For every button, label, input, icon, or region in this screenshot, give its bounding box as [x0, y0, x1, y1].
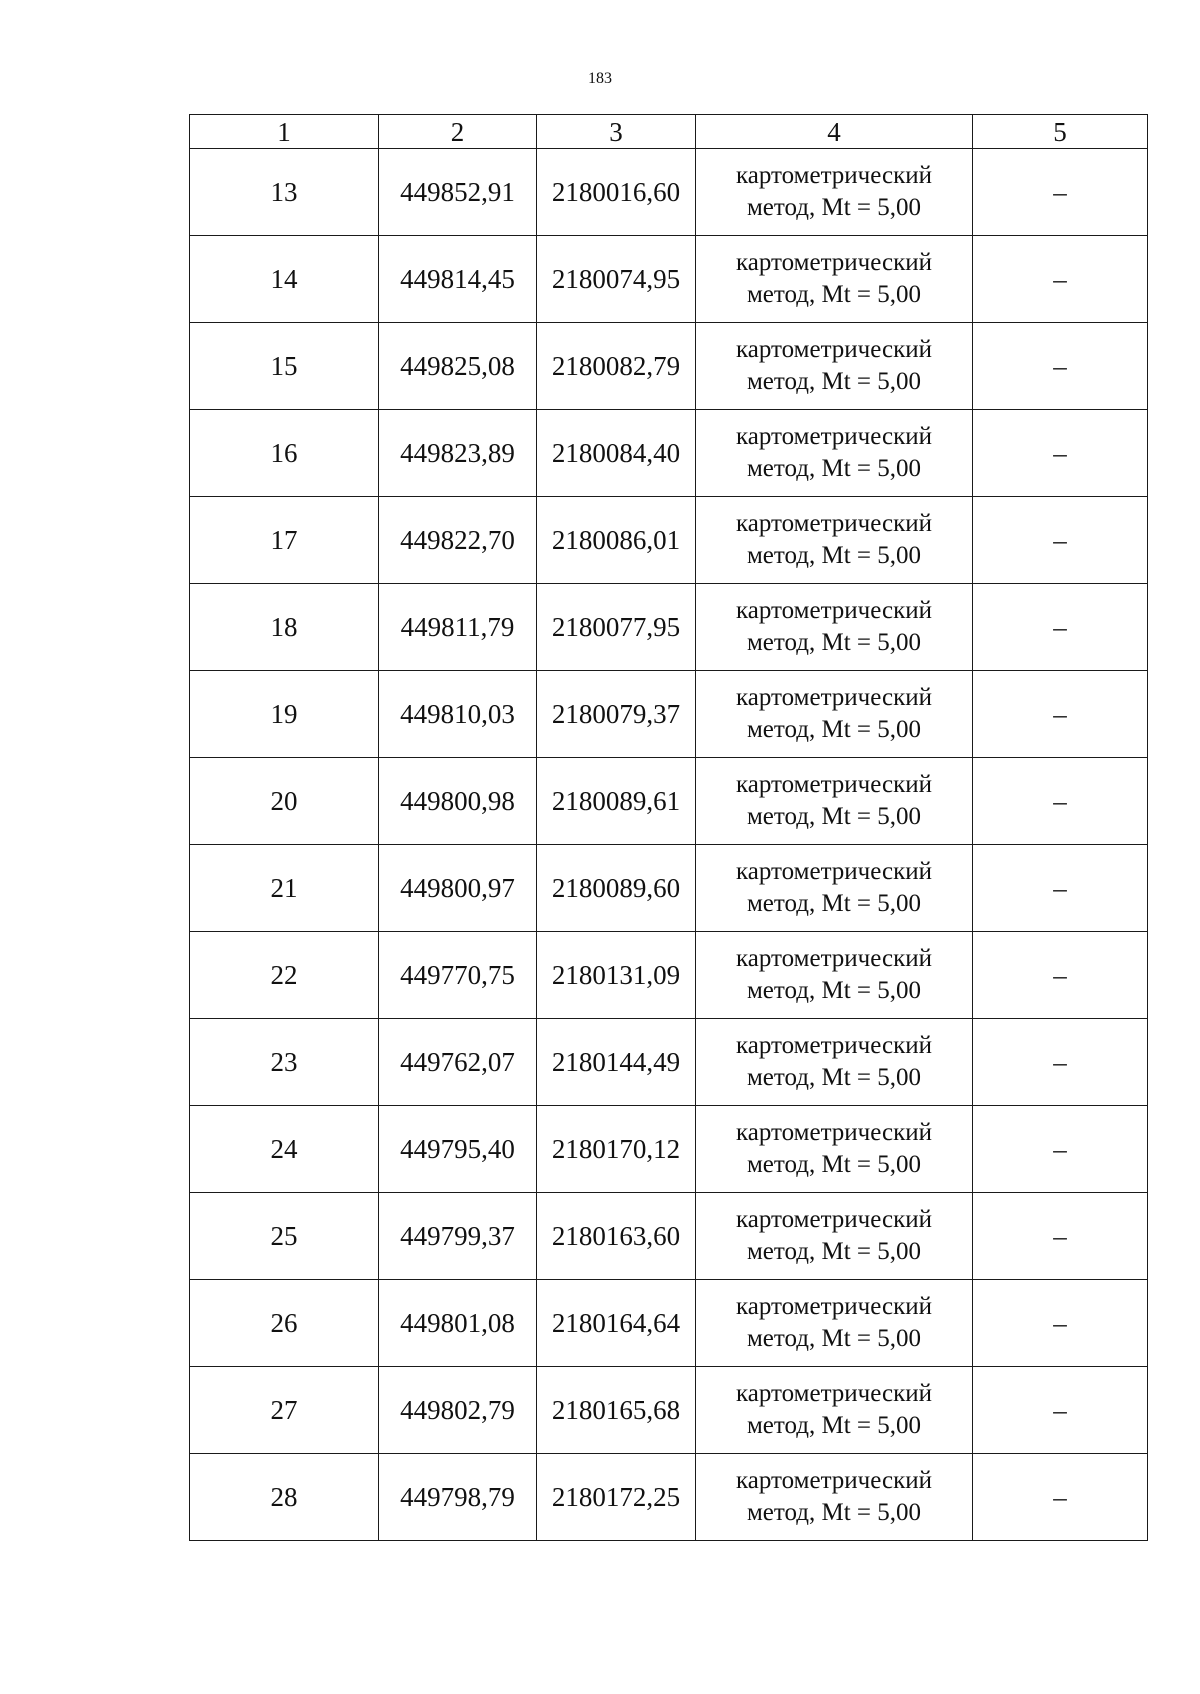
point-number-cell: 18 — [190, 584, 379, 671]
y-coordinate-cell: 2180164,64 — [537, 1280, 696, 1367]
method-accuracy: метод, Mt = 5,00 — [746, 455, 922, 482]
header-col-4: 4 — [696, 115, 973, 149]
method-name: картометрический — [736, 858, 932, 885]
table-row — [190, 323, 1148, 410]
x-coordinate-cell: 449800,98 — [379, 758, 537, 845]
x-coordinate-cell: 449795,40 — [379, 1106, 537, 1193]
point-number-cell: 28 — [190, 1454, 379, 1541]
page-number: 183 — [588, 70, 612, 87]
y-coordinate-cell: 2180086,01 — [537, 497, 696, 584]
method-accuracy: метод, Mt = 5,00 — [746, 716, 922, 743]
x-coordinate-cell: 449770,75 — [379, 932, 537, 1019]
method-cell — [696, 932, 973, 1019]
y-coordinate-cell: 2180079,37 — [537, 671, 696, 758]
point-number-cell: 13 — [190, 149, 379, 236]
note-cell: – — [973, 1019, 1148, 1106]
method-cell — [696, 758, 973, 845]
y-coordinate-cell: 2180144,49 — [537, 1019, 696, 1106]
method-cell — [696, 1454, 973, 1541]
method-cell — [696, 410, 973, 497]
table-row — [190, 584, 1148, 671]
note-cell: – — [973, 497, 1148, 584]
note-cell: – — [973, 758, 1148, 845]
method-name: картометрический — [736, 1206, 932, 1233]
table-row — [190, 236, 1148, 323]
table-row — [190, 410, 1148, 497]
method-accuracy: метод, Mt = 5,00 — [746, 368, 922, 395]
method-name: картометрический — [736, 336, 932, 363]
point-number-cell: 14 — [190, 236, 379, 323]
note-cell: – — [973, 845, 1148, 932]
method-name: картометрический — [736, 945, 932, 972]
method-name: картометрический — [736, 249, 932, 276]
note-cell: – — [973, 1367, 1148, 1454]
method-cell — [696, 497, 973, 584]
y-coordinate-cell: 2180165,68 — [537, 1367, 696, 1454]
y-coordinate-cell: 2180170,12 — [537, 1106, 696, 1193]
x-coordinate-cell: 449801,08 — [379, 1280, 537, 1367]
y-coordinate-cell: 2180016,60 — [537, 149, 696, 236]
point-number-cell: 19 — [190, 671, 379, 758]
method-accuracy: метод, Mt = 5,00 — [746, 1325, 922, 1352]
method-name: картометрический — [736, 423, 932, 450]
method-cell — [696, 236, 973, 323]
method-name: картометрический — [736, 1380, 932, 1407]
method-cell — [696, 1106, 973, 1193]
y-coordinate-cell: 2180084,40 — [537, 410, 696, 497]
method-name: картометрический — [736, 1119, 932, 1146]
header-row — [190, 115, 1148, 149]
table-row — [190, 1019, 1148, 1106]
method-cell — [696, 1367, 973, 1454]
note-cell: – — [973, 323, 1148, 410]
method-cell — [696, 584, 973, 671]
point-number-cell: 26 — [190, 1280, 379, 1367]
x-coordinate-cell: 449800,97 — [379, 845, 537, 932]
point-number-cell: 16 — [190, 410, 379, 497]
x-coordinate-cell: 449762,07 — [379, 1019, 537, 1106]
x-coordinate-cell: 449814,45 — [379, 236, 537, 323]
note-cell: – — [973, 236, 1148, 323]
point-number-cell: 15 — [190, 323, 379, 410]
note-cell: – — [973, 1106, 1148, 1193]
method-name: картометрический — [736, 771, 932, 798]
note-cell: – — [973, 932, 1148, 1019]
method-cell — [696, 1019, 973, 1106]
x-coordinate-cell: 449810,03 — [379, 671, 537, 758]
method-cell — [696, 1280, 973, 1367]
method-name: картометрический — [736, 597, 932, 624]
method-accuracy: метод, Mt = 5,00 — [746, 629, 922, 656]
method-accuracy: метод, Mt = 5,00 — [746, 1412, 922, 1439]
method-cell — [696, 149, 973, 236]
method-name: картометрический — [736, 510, 932, 537]
table-row — [190, 932, 1148, 1019]
note-cell: – — [973, 671, 1148, 758]
x-coordinate-cell: 449799,37 — [379, 1193, 537, 1280]
table-row — [190, 497, 1148, 584]
point-number-cell: 17 — [190, 497, 379, 584]
x-coordinate-cell: 449825,08 — [379, 323, 537, 410]
point-number-cell: 21 — [190, 845, 379, 932]
method-cell — [696, 671, 973, 758]
note-cell: – — [973, 149, 1148, 236]
method-accuracy: метод, Mt = 5,00 — [746, 1238, 922, 1265]
y-coordinate-cell: 2180089,61 — [537, 758, 696, 845]
table-row — [190, 845, 1148, 932]
method-accuracy: метод, Mt = 5,00 — [746, 803, 922, 830]
method-accuracy: метод, Mt = 5,00 — [746, 1064, 922, 1091]
point-number-cell: 27 — [190, 1367, 379, 1454]
method-cell — [696, 323, 973, 410]
table-row — [190, 1454, 1148, 1541]
method-accuracy: метод, Mt = 5,00 — [746, 977, 922, 1004]
method-cell — [696, 1193, 973, 1280]
header-col-5: 5 — [973, 115, 1148, 149]
note-cell: – — [973, 1280, 1148, 1367]
method-name: картометрический — [736, 1032, 932, 1059]
y-coordinate-cell: 2180082,79 — [537, 323, 696, 410]
y-coordinate-cell: 2180089,60 — [537, 845, 696, 932]
table-row — [190, 1193, 1148, 1280]
header-col-2: 2 — [379, 115, 537, 149]
table-row — [190, 1367, 1148, 1454]
header-col-3: 3 — [537, 115, 696, 149]
method-name: картометрический — [736, 1467, 932, 1494]
table-row — [190, 149, 1148, 236]
note-cell: – — [973, 584, 1148, 671]
table-body — [190, 149, 1148, 1541]
y-coordinate-cell: 2180131,09 — [537, 932, 696, 1019]
x-coordinate-cell: 449852,91 — [379, 149, 537, 236]
x-coordinate-cell: 449822,70 — [379, 497, 537, 584]
point-number-cell: 24 — [190, 1106, 379, 1193]
method-accuracy: метод, Mt = 5,00 — [746, 890, 922, 917]
method-accuracy: метод, Mt = 5,00 — [746, 281, 922, 308]
method-accuracy: метод, Mt = 5,00 — [746, 542, 922, 569]
x-coordinate-cell: 449802,79 — [379, 1367, 537, 1454]
method-name: картометрический — [736, 1293, 932, 1320]
note-cell: – — [973, 410, 1148, 497]
method-accuracy: метод, Mt = 5,00 — [746, 194, 922, 221]
method-accuracy: метод, Mt = 5,00 — [746, 1151, 922, 1178]
x-coordinate-cell: 449798,79 — [379, 1454, 537, 1541]
table-row — [190, 758, 1148, 845]
y-coordinate-cell: 2180074,95 — [537, 236, 696, 323]
table-row — [190, 671, 1148, 758]
table-row — [190, 1280, 1148, 1367]
y-coordinate-cell: 2180163,60 — [537, 1193, 696, 1280]
method-cell — [696, 845, 973, 932]
y-coordinate-cell: 2180172,25 — [537, 1454, 696, 1541]
y-coordinate-cell: 2180077,95 — [537, 584, 696, 671]
coordinates-table — [189, 114, 1148, 1541]
x-coordinate-cell: 449823,89 — [379, 410, 537, 497]
table-row — [190, 1106, 1148, 1193]
point-number-cell: 23 — [190, 1019, 379, 1106]
note-cell: – — [973, 1454, 1148, 1541]
point-number-cell: 25 — [190, 1193, 379, 1280]
method-name: картометрический — [736, 684, 932, 711]
point-number-cell: 20 — [190, 758, 379, 845]
note-cell: – — [973, 1193, 1148, 1280]
point-number-cell: 22 — [190, 932, 379, 1019]
method-accuracy: метод, Mt = 5,00 — [746, 1499, 922, 1526]
method-name: картометрический — [736, 162, 932, 189]
x-coordinate-cell: 449811,79 — [379, 584, 537, 671]
header-col-1: 1 — [190, 115, 379, 149]
